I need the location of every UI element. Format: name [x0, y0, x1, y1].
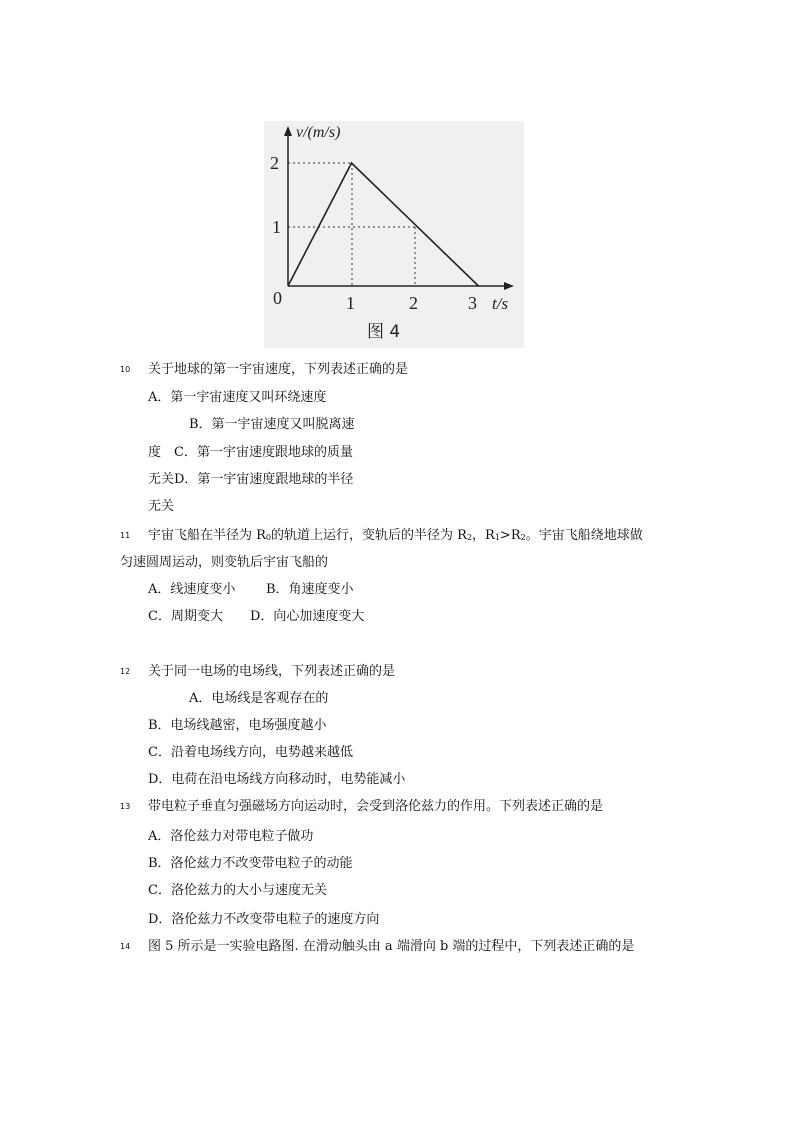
vt-graph	[264, 121, 524, 348]
y-tick-2: 2	[270, 153, 279, 173]
question-stem	[148, 527, 643, 547]
y-axis-arrow	[284, 126, 292, 136]
option-b: B．角速度变小	[266, 582, 354, 597]
y-axis-label: v/(m/s)	[296, 124, 341, 141]
question-stem-continued: 匀速圆周运动，则变轨后宇宙飞船的	[120, 555, 329, 570]
option-d: D．向心加速度变大	[250, 609, 365, 624]
velocity-series-line	[288, 163, 479, 286]
x-tick-3: 3	[468, 293, 477, 313]
stem-text: 宇宙飞船在半径为 R	[148, 528, 266, 543]
option-line: 无关D．第一宇宙速度跟地球的半径	[148, 472, 354, 487]
subscript: 2	[466, 533, 473, 542]
question-stem: 关于同一电场的电场线，下列表述正确的是	[148, 664, 396, 679]
x-axis-arrow	[504, 282, 514, 290]
option-b: B．洛伦兹力不改变带电粒子的动能	[148, 856, 353, 871]
stem-text: ，R	[472, 528, 495, 543]
figure-4	[264, 121, 524, 348]
option-d: D．电荷在沿电场线方向移动时，电势能减小	[148, 772, 406, 787]
question-number: 13	[120, 802, 131, 811]
option-c: C．周期变大	[148, 609, 223, 624]
subscript: 0	[265, 533, 272, 542]
option-c: C．沿着电场线方向，电势越来越低	[148, 745, 353, 760]
x-tick-1: 1	[346, 293, 355, 313]
question-stem: 关于地球的第一宇宙速度，下列表述正确的是	[148, 362, 409, 377]
x-axis-label: t/s	[492, 294, 509, 313]
y-tick-1: 1	[272, 217, 281, 237]
option-line: 度 C．第一宇宙速度跟地球的质量	[148, 445, 353, 460]
option-line: B．第一宇宙速度又叫脱离速	[189, 417, 355, 432]
origin-label: 0	[273, 288, 282, 308]
question-number: 12	[120, 667, 131, 676]
stem-text: 。宇宙飞船绕地球做	[525, 528, 643, 543]
option-line: A．第一宇宙速度又叫环绕速度	[148, 390, 327, 405]
question-stem: 带电粒子垂直匀强磁场方向运动时，会受到洛伦兹力的作用。下列表述正确的是	[148, 799, 604, 814]
question-number: 14	[120, 942, 131, 951]
option-d: D．洛伦兹力不改变带电粒子的速度方向	[148, 912, 380, 927]
subscript: 2	[520, 533, 526, 542]
figure-caption: 图 4	[367, 322, 401, 342]
stem-text: >R	[499, 528, 521, 543]
subscript: 1	[494, 533, 500, 542]
option-a: A．洛伦兹力对带电粒子做功	[148, 829, 314, 844]
option-c: C．洛伦兹力的大小与速度无关	[148, 883, 327, 898]
option-a: A．电场线是客观存在的	[189, 691, 329, 706]
x-tick-2: 2	[409, 293, 418, 313]
question-number: 11	[120, 531, 131, 540]
option-a: A．线速度变小	[148, 582, 236, 597]
question-stem: 图 5 所示是一实验电路图. 在滑动触头由 a 端滑向 b 端的过程中，下列表述正确的是	[148, 939, 635, 954]
option-line: 无关	[148, 499, 175, 514]
stem-text: 的轨道上运行，变轨后的半径为 R	[271, 528, 467, 543]
question-number: 10	[120, 365, 131, 374]
option-b: B．电场线越密，电场强度越小	[148, 718, 327, 733]
